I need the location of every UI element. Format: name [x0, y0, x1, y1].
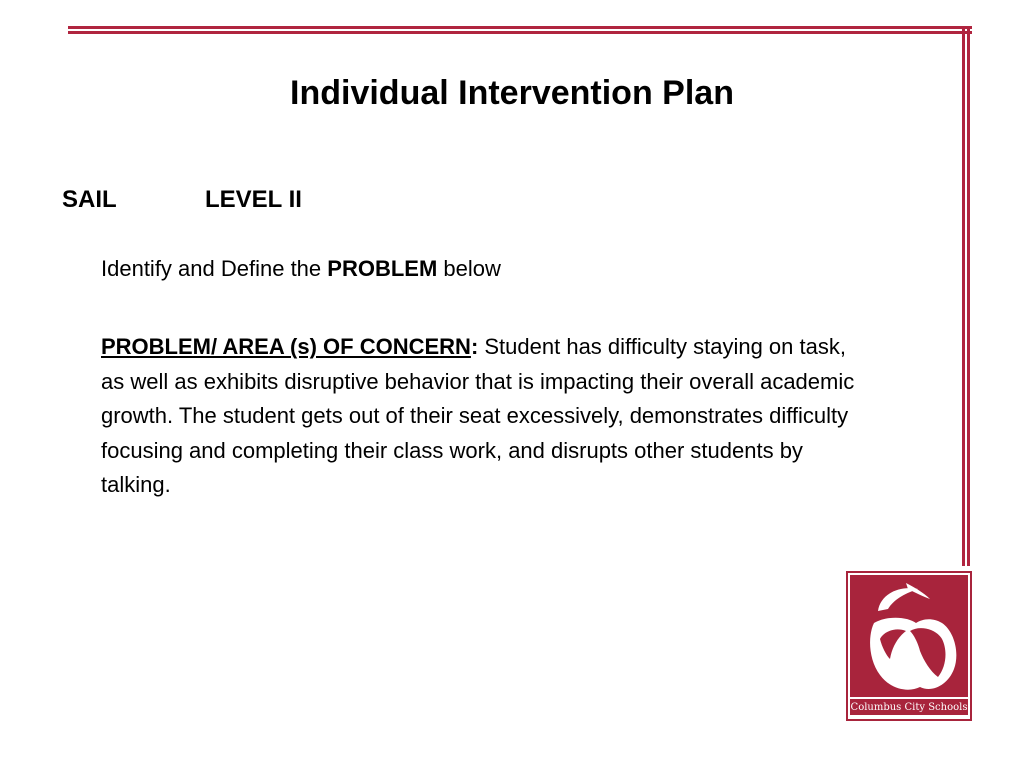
- program-level-row: [62, 186, 302, 214]
- identify-bold: PROBLEM: [327, 256, 438, 281]
- problem-label: PROBLEM/ AREA (s) OF CONCERN: [101, 334, 471, 359]
- level-label: LEVEL II: [205, 186, 302, 213]
- top-border-line-inner: [68, 31, 972, 34]
- logo-graphic: [850, 575, 968, 697]
- identify-prefix: Identify and Define the: [101, 256, 328, 281]
- school-logo: [846, 571, 972, 721]
- program-name: SAIL: [62, 186, 117, 213]
- top-border-line: [68, 26, 972, 29]
- slide-title: Individual Intervention Plan: [290, 74, 734, 112]
- problem-description: [101, 330, 861, 503]
- problem-colon: :: [470, 334, 479, 359]
- problem-text: Student has difficulty staying on task, as well as exhibits disruptive behavior that is impacting their overall academic growth. The student gets out of their seat excessively, demonstrates difficulty focusing and completing their class work, and disrupts other students by talking.: [101, 334, 855, 497]
- identify-suffix: below: [437, 256, 501, 281]
- logo-text-band: [850, 697, 968, 715]
- identify-instruction: [101, 256, 501, 282]
- logo-text: Columbus City Schools: [850, 701, 968, 713]
- apple-logo-icon: [850, 575, 968, 697]
